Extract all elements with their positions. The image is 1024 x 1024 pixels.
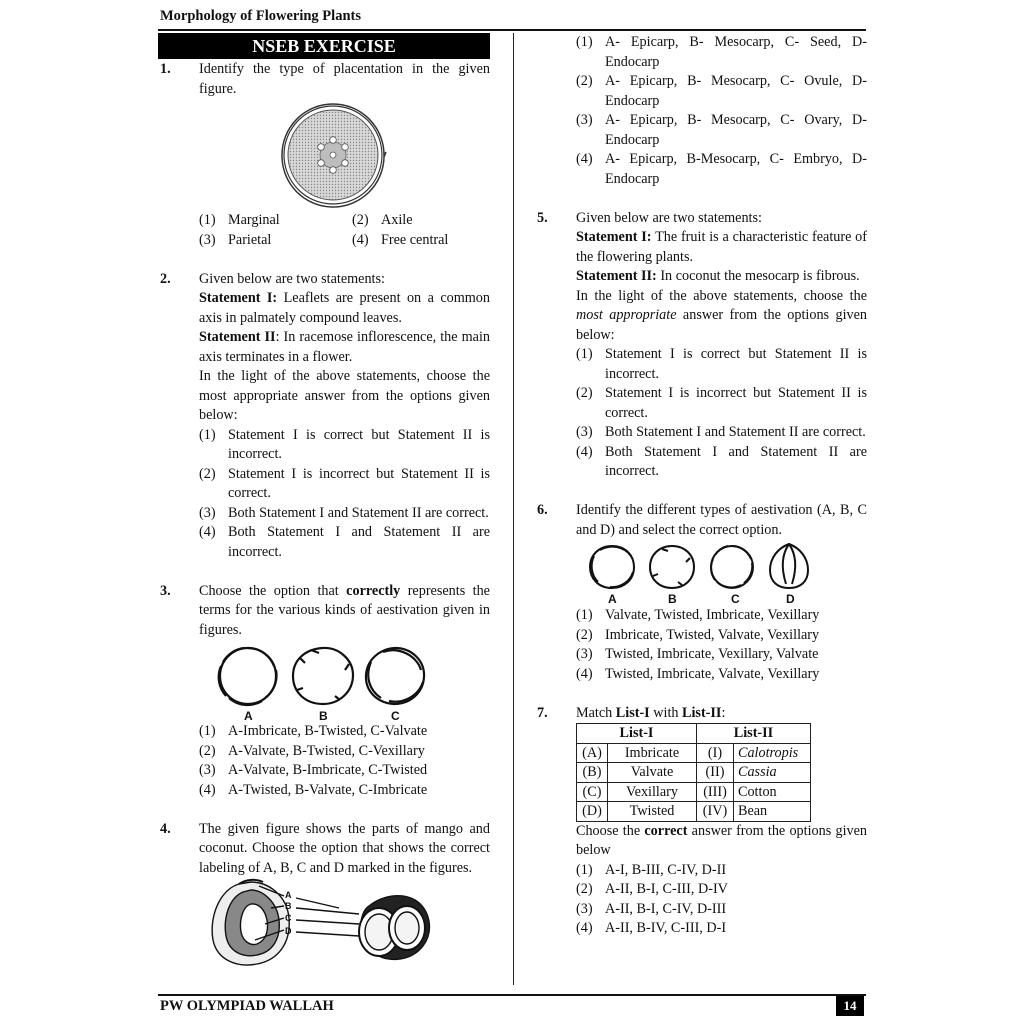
option-3[interactable]: (3) Both Statement I and Statement II are correct.: [199, 504, 489, 521]
option-4[interactable]: (4) A-II, B-IV, C-III, D-I: [576, 920, 727, 936]
match-table: [576, 723, 811, 822]
figure-label-c: C: [285, 913, 292, 923]
question-2: [160, 270, 490, 563]
figure-label-a: A: [285, 890, 292, 900]
figure-label-a: A: [608, 592, 617, 606]
figure-label-b: B: [668, 592, 677, 606]
question-intro: Given below are two statements:: [199, 270, 385, 287]
option-1[interactable]: (1) Marginal: [199, 212, 280, 228]
table-header-list-1: List-I: [577, 724, 697, 744]
option-3[interactable]: (3) A- Epicarp, B- Mesocarp, C- Ovary, D- Endocarp: [576, 112, 867, 148]
statement-1: Statement I: The fruit is a characteristic feature of the flowering plants.: [576, 229, 867, 265]
question-number: 5.: [537, 209, 548, 226]
aestivation-figure-q3: [199, 640, 459, 722]
figure-label-b: B: [285, 901, 292, 911]
option-3[interactable]: (3) A-Valvate, B-Imbricate, C-Twisted: [199, 762, 428, 778]
question-number: 2.: [160, 270, 171, 287]
question-text: The given figure shows the parts of mango and coconut. Choose the option that shows the correct labeling of A, B, C and D marked in the figures.: [199, 820, 490, 876]
option-2[interactable]: (2) A-II, B-I, C-III, D-IV: [576, 881, 728, 897]
question-prompt: Choose the correct answer from the options given below: [576, 822, 867, 858]
question-number: 6.: [537, 502, 548, 518]
question-5: [537, 209, 867, 482]
question-text: Identify the type of placentation in the given figure.: [199, 61, 490, 97]
question-4-options: [537, 33, 867, 189]
question-7: [537, 704, 867, 939]
footer-brand: PW OLYMPIAD WALLAH: [160, 998, 334, 1014]
question-text: Choose the option that correctly represents the terms for the various kinds of aestivation given in figures.: [199, 582, 490, 638]
option-4[interactable]: (4) Both Statement I and Statement II are incorrect.: [576, 443, 867, 479]
page-number: 14: [836, 996, 864, 1016]
option-4[interactable]: (4) A-Twisted, B-Valvate, C-Imbricate: [199, 781, 428, 798]
option-1[interactable]: (1) A-Imbricate, B-Twisted, C-Valvate: [199, 723, 428, 739]
figure-label-c: C: [391, 709, 400, 722]
left-column: [160, 60, 490, 972]
figure-label-b: B: [319, 709, 328, 722]
column-divider: [513, 33, 514, 985]
question-6: [537, 501, 867, 684]
figure-label-c: C: [731, 592, 740, 606]
aestivation-figure-q6: [576, 540, 836, 606]
options-list: [199, 211, 490, 250]
table-header-list-2: List-II: [697, 724, 811, 744]
option-2[interactable]: (2) A- Epicarp, B- Mesocarp, C- Ovule, D- Endocarp: [576, 73, 867, 109]
table-row: (D) Twisted (IV) Bean: [577, 802, 811, 822]
option-3[interactable]: (3) Both Statement I and Statement II are correct.: [576, 424, 866, 440]
option-1[interactable]: (1) A- Epicarp, B- Mesocarp, C- Seed, D- Endocarp: [576, 34, 867, 70]
option-2[interactable]: (2) Axile: [352, 212, 413, 228]
question-1: [160, 60, 490, 250]
option-3[interactable]: (3) A-II, B-I, C-IV, D-III: [576, 900, 727, 917]
option-1[interactable]: (1) Statement I is correct but Statement II is incorrect.: [576, 346, 867, 382]
option-1[interactable]: (1) Valvate, Twisted, Imbricate, Vexillary: [576, 607, 820, 623]
question-4: [160, 820, 490, 973]
option-2[interactable]: (2) A-Valvate, B-Twisted, C-Vexillary: [199, 742, 425, 759]
option-3[interactable]: (3) Parietal: [199, 231, 272, 248]
option-2[interactable]: (2) Imbricate, Twisted, Valvate, Vexillary: [576, 626, 820, 643]
option-4[interactable]: (4) Twisted, Imbricate, Valvate, Vexillary: [576, 665, 820, 682]
option-4[interactable]: (4) Both Statement I and Statement II are incorrect.: [199, 524, 490, 560]
table-row: (A) Imbricate (I) Calotropis: [577, 743, 811, 763]
header-rule: [158, 29, 866, 31]
footer-rule: [158, 994, 866, 996]
right-column: [537, 33, 867, 939]
statement-1: Statement I: Leaflets are present on a common axis in palmately compound leaves.: [199, 290, 490, 326]
figure-label-a: A: [244, 709, 253, 722]
option-4[interactable]: (4) Free central: [352, 231, 449, 248]
figure-label-d: D: [285, 926, 292, 936]
table-header-row: [577, 724, 811, 744]
question-3: [160, 582, 490, 801]
question-number: 4.: [160, 820, 171, 837]
option-2[interactable]: (2) Statement I is incorrect but Statement II is correct.: [199, 465, 490, 501]
option-1[interactable]: (1) Statement I is correct but Statement II is incorrect.: [199, 426, 490, 462]
question-prompt: In the light of the above statements, choose the most appropriate answer from the options given below:: [199, 368, 490, 423]
option-2[interactable]: (2) Statement I is incorrect but Statement II is correct.: [576, 385, 867, 421]
question-prompt: In the light of the above statements, choose the most appropriate answer from the options given below:: [576, 287, 868, 343]
statement-2: Statement II: In coconut the mesocarp is fibrous.: [576, 268, 860, 284]
option-1[interactable]: (1) A-I, B-III, C-IV, D-II: [576, 861, 727, 878]
placentation-figure: [199, 99, 499, 211]
question-text: Identify the different types of aestivation (A, B, C and D) and select the correct option.: [576, 502, 867, 538]
question-number: 3.: [160, 582, 171, 599]
table-row: (B) Valvate (II) Cassia: [577, 763, 811, 783]
option-4[interactable]: (4) A- Epicarp, B-Mesocarp, C- Embryo, D- Endocarp: [576, 151, 867, 187]
exercise-title: NSEB EXERCISE: [158, 33, 490, 59]
question-intro: Given below are two statements:: [576, 209, 762, 226]
question-text: Match List-I with List-II:: [576, 704, 726, 721]
table-row: (C) Vexillary (III) Cotton: [577, 782, 811, 802]
statement-2: Statement II: In racemose inflorescence, the main axis terminates in a flower.: [199, 329, 490, 365]
page-header-title: Morphology of Flowering Plants: [160, 8, 361, 24]
question-number: 1.: [160, 61, 171, 77]
figure-label-d: D: [786, 592, 795, 606]
question-number: 7.: [537, 704, 548, 721]
option-3[interactable]: (3) Twisted, Imbricate, Vexillary, Valvate: [576, 646, 819, 662]
mango-coconut-figure: [199, 878, 459, 972]
